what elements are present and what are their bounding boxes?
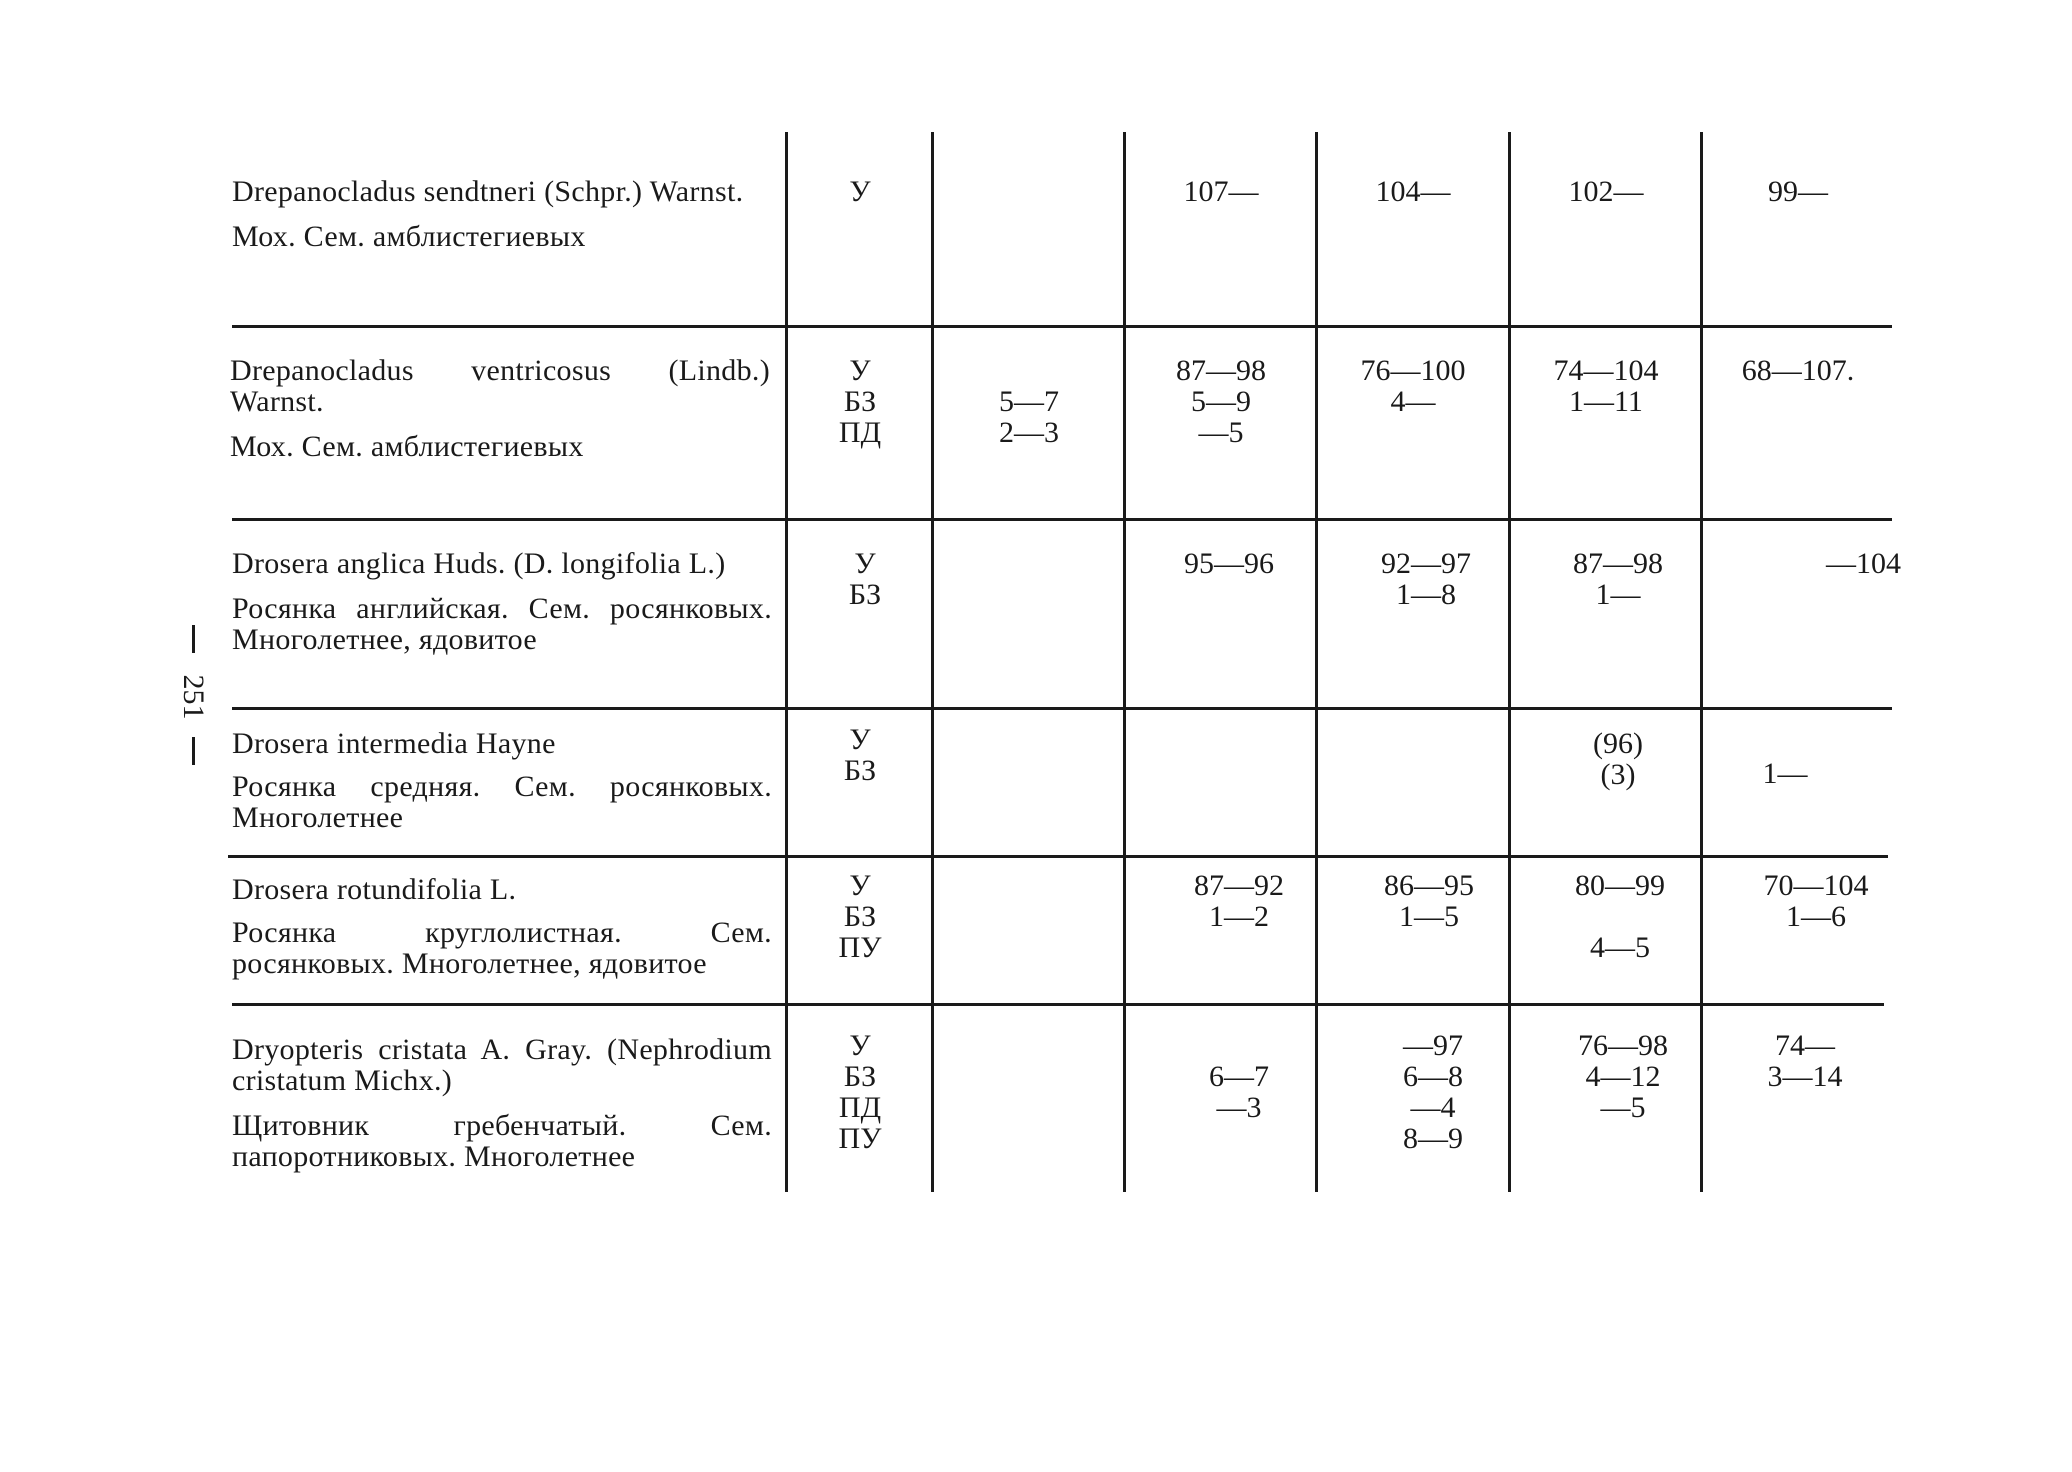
value-cell: 104— [1375,175,1451,208]
value-cell: 74—104 1—11 [1553,354,1659,418]
value-cell: 86—95 1—5 [1384,869,1474,933]
value-cell: 76—98 4—12 —5 [1578,1029,1668,1124]
value-cell: 87—98 5—9 —5 [1176,354,1266,449]
value-cell: 107— [1183,175,1259,208]
species-name [232,176,772,252]
russian-name: Щитовник гребенчатый. Сем. папоротниковых. Многолетнее [232,1109,772,1173]
value-cell: 70—104 1—6 [1763,869,1869,933]
species-name [232,874,772,979]
value-cell: 76—100 4— [1360,354,1466,418]
value-cell: 6—7 —3 [1209,1060,1269,1124]
latin-name: Drepanocladus ventricosus (Lindb.) Warnst. [230,354,770,418]
zone-cell: У БЗ ПД [838,354,882,449]
row-separator [228,855,1888,858]
value-cell: 74— 3—14 [1767,1029,1843,1093]
value-cell: 87—92 1—2 [1194,869,1284,933]
russian-name: Росянка английская. Сем. росянковых. Многолетнее, ядовитое [232,592,772,656]
species-name [230,355,770,462]
value-cell: 80—99 4—5 [1575,869,1665,964]
russian-name: Мох. Сем. амблистегиевых [230,430,584,463]
value-cell: 68—107. [1741,354,1855,387]
value-cell: (96) (3) [1593,727,1643,791]
latin-name: Dryopteris cristata A. Gray. (Nephrodium cristatum Michx.) [232,1033,772,1097]
species-name [232,728,772,833]
row-separator [232,707,1892,710]
page-number [168,625,218,765]
value-cell: 95—96 [1184,547,1274,580]
russian-name: Мох. Сем. амблистегиевых [232,220,586,253]
value-cell: 102— [1568,175,1644,208]
latin-name: Drosera intermedia Hayne [232,727,556,760]
column-line [931,132,934,1192]
column-line [1123,132,1126,1192]
row-separator [232,325,1892,328]
row-separator [232,518,1892,521]
page-number-dash-top [192,625,195,653]
zone-cell: У БЗ [848,547,882,611]
latin-name: Drepanocladus sendtneri (Schpr.) Warnst. [232,175,744,208]
page-number-text: 251 [177,674,210,720]
value-cell: —97 6—8 —4 8—9 [1403,1029,1463,1155]
species-name [232,548,772,655]
species-name [232,1034,772,1172]
zone-cell: У [849,175,871,208]
russian-name: Росянка средняя. Сем. росянковых. Многолетнее [232,770,772,834]
value-cell: —104 [1826,547,1901,580]
latin-name: Drosera anglica Huds. (D. longifolia L.) [232,547,726,580]
zone-cell: У БЗ ПД ПУ [838,1029,882,1155]
latin-name: Drosera rotundifolia L. [232,873,517,906]
page-number-dash-bottom [192,737,195,765]
value-cell: 92—97 1—8 [1381,547,1471,611]
zone-cell: У БЗ ПУ [838,869,882,964]
value-cell: 99— [1768,175,1828,208]
row-separator [232,1003,1884,1006]
value-cell: 87—98 1— [1573,547,1663,611]
russian-name: Росянка круглолистная. Сем. росянковых. Многолетнее, ядовитое [232,916,772,980]
zone-cell: У БЗ [843,723,877,787]
value-cell: 5—7 2—3 [999,385,1059,449]
value-cell: 1— [1762,757,1808,790]
column-line [785,132,788,1192]
